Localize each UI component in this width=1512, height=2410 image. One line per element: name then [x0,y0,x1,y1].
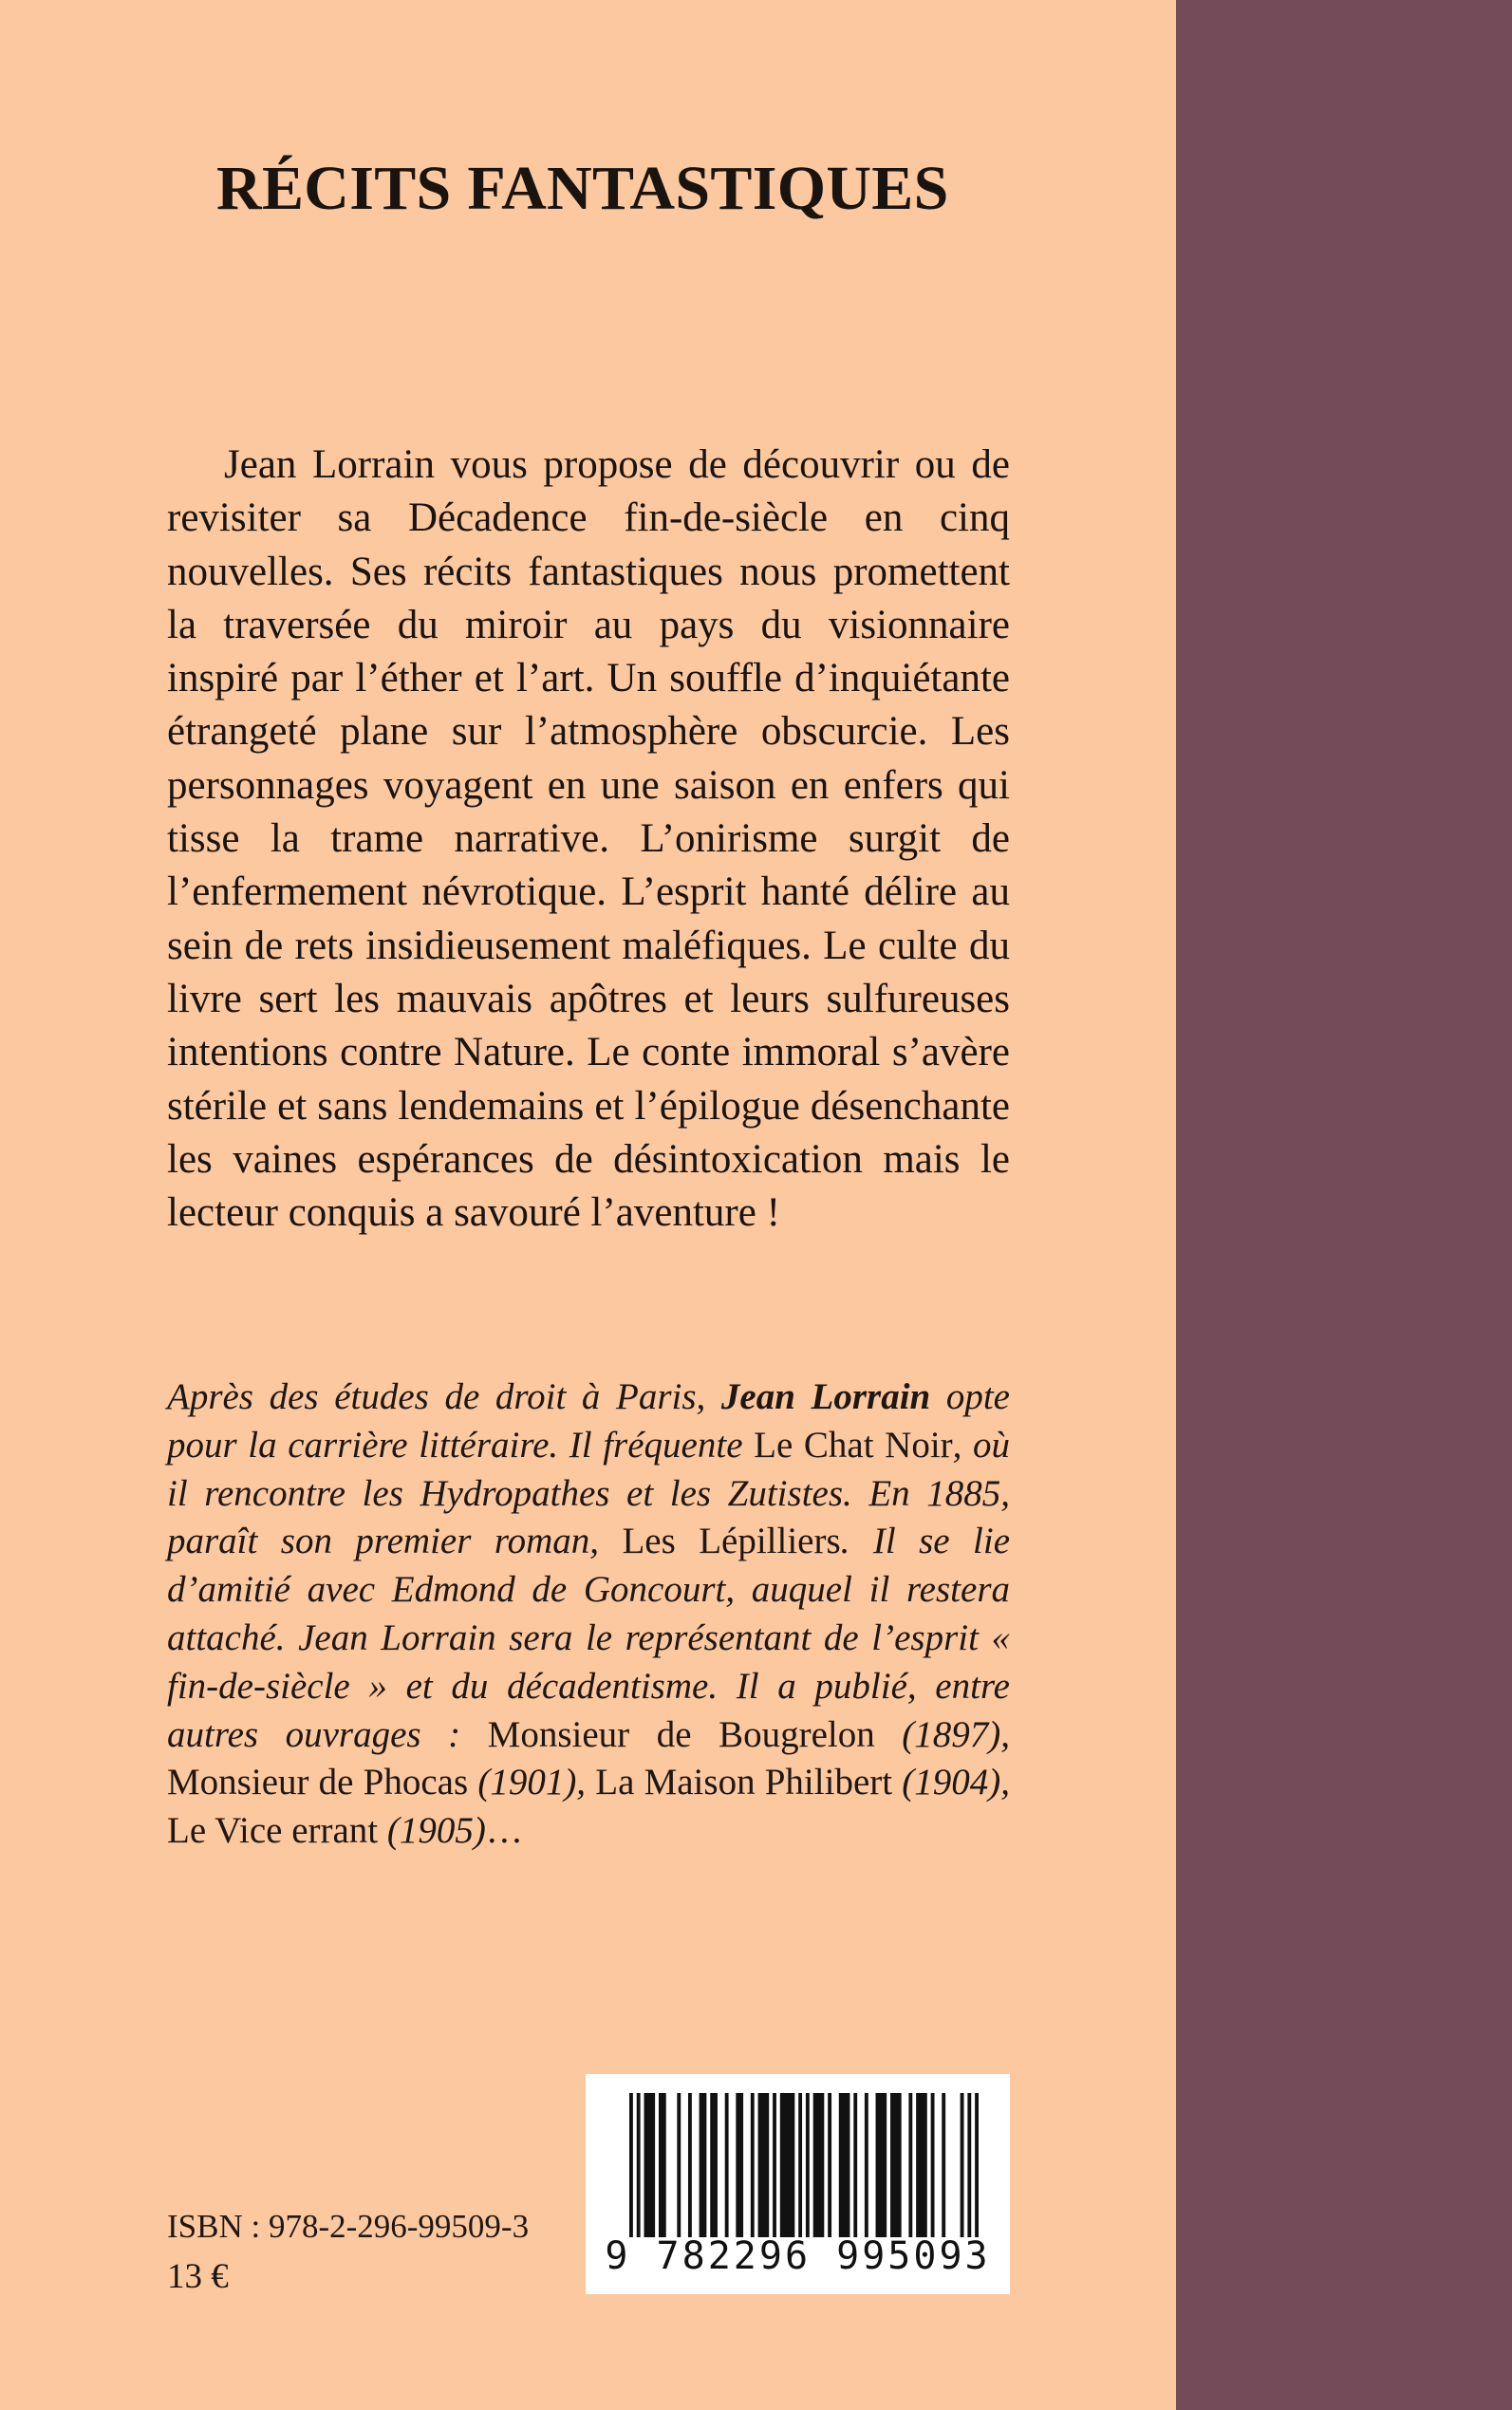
barcode-bar [677,2093,681,2237]
work-year: (1905) [378,1810,486,1852]
summary-paragraph: Jean Lorrain vous propose de découvrir ou de revisiter sa Décadence fin-de-siècle en cinq nouvelles. Ses récits fantastiques nous promettent la traversée du miroir au pays du visionnaire inspiré par l’éther et l’art. Un souffle d’inquiétante étrangeté plane sur l’atmosphère obscurcie. Les personnages voyagent en une saison en enfers qui tisse la trame narrative. L’onirisme surgit de l’enfermement névrotique. L’esprit hanté délire au sein de rets insidieusement maléfiques. Le culte du livre sert les mauvais apôtres et leurs sulfureuses intentions contre Nature. Le conte immoral s’avère stérile et sans lendemains et l’épilogue désenchante les vaines espérances de désintoxication mais le lecteur conquis a savouré l’aventure ! [167,442,1010,1236]
barcode-bar [865,2093,868,2237]
bio-text: . Il se lie d’amitié avec Edmond de Goncourt, auquel il restera attaché. Jean Lorrain sera le représentant de l’esprit « fin-de-siècle » et du décadentisme. Il a publié, entre autres ouvrages : [167,1521,1011,1755]
barcode-bar [839,2093,850,2237]
ellipsis: … [485,1810,523,1852]
barcode-bar [773,2093,776,2237]
work-title: Monsieur de Bougrelon [487,1713,875,1755]
barcode-bars [629,2093,979,2237]
barcode-bar [890,2093,902,2237]
bio-text: Après des études de droit à Paris, [167,1376,721,1417]
barcode-bar [798,2093,802,2237]
barcode-bar [780,2093,794,2237]
book-title: RÉCITS FANTASTIQUES [216,154,949,223]
barcode [586,2074,1010,2294]
barcode-bar [629,2093,633,2237]
barcode-bar [710,2093,718,2237]
author-name: Jean Lorrain [720,1376,931,1417]
barcode-bar [751,2093,755,2237]
author-biography [167,1373,1010,1856]
barcode-bar [975,2093,979,2237]
barcode-digits: 9 782296 995093 [605,2234,991,2278]
venue-name: Le Chat Noir [754,1424,953,1466]
barcode-bar [967,2093,971,2237]
barcode-bar [931,2093,935,2237]
bio-text: opte pour la carrière littéraire. Il fréquente [167,1376,1010,1466]
work-title: La Maison Philibert [595,1762,893,1803]
novel-title: Les Lépilliers [622,1521,841,1562]
barcode-bar [725,2093,729,2237]
barcode-bar [853,2093,857,2237]
barcode-bar [961,2093,964,2237]
barcode-bar [637,2093,641,2237]
barcode-bar [736,2093,743,2237]
barcode-bar [876,2093,887,2237]
barcode-bar [806,2093,810,2237]
barcode-bar [813,2093,825,2237]
work-title: Le Vice errant [167,1810,379,1852]
spine-band [1176,0,1512,2410]
barcode-bar [700,2093,707,2237]
isbn: ISBN : 978-2-296-99509-3 [167,2208,530,2245]
work-year: (1897), [874,1713,1010,1755]
barcode-bar [644,2093,655,2237]
barcode-bar [758,2093,770,2237]
bio-text: , où il rencontre les Hydropathes et les Zutistes. En 1885, paraît son premier roman, [167,1424,1011,1562]
work-year: (1904), [892,1762,1010,1803]
barcode-bar [688,2093,692,2237]
barcode-bar [908,2093,912,2237]
barcode-bar [942,2093,945,2237]
work-title: Monsieur de Phocas [167,1762,469,1803]
barcode-bar [828,2093,831,2237]
barcode-bar [916,2093,927,2237]
price: 13 € [167,2257,229,2296]
work-year: (1901), [468,1762,596,1803]
barcode-bar [659,2093,666,2237]
